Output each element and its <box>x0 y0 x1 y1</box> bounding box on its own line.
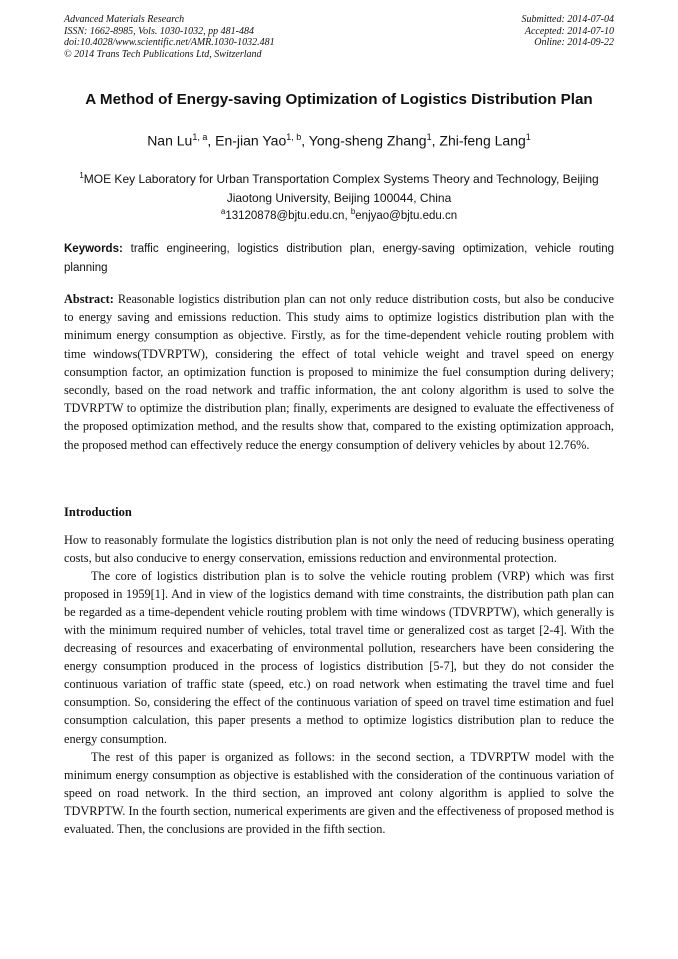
paragraph: The rest of this paper is organized as follows: in the second section, a TDVRPTW model with the minimum energy consumption as objective is established with the consideration of the continuous variation of speed on road network. In the third section, an improved ant colony algorithm is applied to solve the TDVRPTW. In the fourth section, numerical experiments are given and the effectiveness of proposed method is evaluated. Then, the conclusions are provided in the fifth section. <box>64 749 614 836</box>
online-date: Online: 2014-09-22 <box>534 37 614 48</box>
paper-title: A Method of Energy-saving Optimization of Logistics Distribution Plan <box>85 91 593 108</box>
author-affiliation-mark: 1 <box>426 132 432 142</box>
author-affiliation-mark: 1, b <box>286 132 302 142</box>
introduction-body <box>64 531 614 838</box>
author-separator: , <box>301 132 309 149</box>
email-separator: , <box>344 209 351 222</box>
keywords-text: traffic engineering, logistics distribution plan, energy-saving optimization, vehicle routing planning <box>64 243 614 274</box>
email-address: 13120878@bjtu.edu.cn <box>225 209 345 222</box>
journal-issn: ISSN: 1662-8985, Vols. 1030-1032, pp 481-484 <box>64 25 254 37</box>
author-emails <box>64 207 614 222</box>
journal-copyright: © 2014 Trans Tech Publications Ltd, Switzerland <box>64 48 262 60</box>
journal-header <box>64 14 614 60</box>
paragraph: How to reasonably formulate the logistics distribution plan is not only the need of reducing business operating costs, but also conducive to energy conservation, emissions reduction and environmental protection. <box>64 533 614 566</box>
author-separator: , <box>431 132 440 149</box>
affiliation-text: MOE Key Laboratory for Urban Transportation Complex Systems Theory and Technology, Beijing Jiaotong University, Beijing 100044, China <box>83 172 599 205</box>
submission-dates <box>522 14 615 60</box>
author-separator: , <box>207 132 216 149</box>
email-address: enjyao@bjtu.edu.cn <box>355 209 458 222</box>
accepted-date: Accepted: 2014-07-10 <box>524 25 614 37</box>
affiliation-mark: 1 <box>79 171 84 180</box>
author-affiliation-mark: 1 <box>525 132 531 142</box>
journal-name: Advanced Materials Research <box>64 14 185 25</box>
author-name: Nan Lu <box>147 132 193 149</box>
abstract <box>64 290 614 454</box>
author-affiliation-mark: 1, a <box>192 132 208 142</box>
abstract-text: Reasonable logistics distribution plan can not only reduce distribution costs, but also be conducive to energy saving and emissions reduction. This study aims to optimize logistics distribution plan with the minimum energy consumption as objective. Firstly, as for the time-dependent vehicle routing problem with time windows(TDVRPTW), considering the effect of total vehicle weight and travel speed on energy consumption factor, an optimization function is proposed to minimize the fuel consumption during delivery; secondly, based on the road network and traffic information, the ant colony algorithm is used to solve the TDVRPTW to optimize the distribution plan; finally, experiments are designed to evaluate the effectiveness of the proposed optimization method, and the results show that, compared to the existing optimization approach, the proposed method can effectively reduce the energy consumption of delivery vehicles by about 12.76%. <box>64 292 615 452</box>
email-mark: b <box>350 207 356 216</box>
author-list <box>64 132 614 149</box>
paragraph: The core of logistics distribution plan is to solve the vehicle routing problem (VRP) which was first proposed in 1959[1]. And in view of the logistics demand with time constraints, the distribution path plan can be regarded as a time-dependent vehicle routing problem with time windows (TDVRPTW), which generally is with the minimum required number of vehicles, total travel time or generalized cost as target [2-4]. With the decreasing of resources and exacerbating of environmental pollution, researchers have been considering the energy consumption produced in the process of logistics distribution [5-7], but they do not consider the continuous variation of traffic state (speed, etc.) on road network when estimating the travel time and fuel consumption. So, considering the effect of the continuous variation of speed on travel time estimation and fuel consumption calculation, this paper presents a method to optimize logistics distribution plan to reduce the energy consumption. <box>64 569 614 746</box>
introduction-heading: Introduction <box>64 505 132 519</box>
journal-doi: doi:10.4028/www.scientific.net/AMR.1030-1032.481 <box>64 37 275 48</box>
author-name: Zhi-feng Lang <box>439 132 526 149</box>
affiliation <box>64 166 614 208</box>
email-mark: a <box>220 207 226 216</box>
abstract-label: Abstract: <box>64 292 114 306</box>
keywords-label: Keywords: <box>64 243 123 255</box>
submitted-date: Submitted: 2014-07-04 <box>521 14 614 25</box>
journal-info <box>64 14 275 60</box>
author-name: En-jian Yao <box>215 132 287 149</box>
author-name: Yong-sheng Zhang <box>308 132 427 149</box>
keywords <box>64 240 614 278</box>
